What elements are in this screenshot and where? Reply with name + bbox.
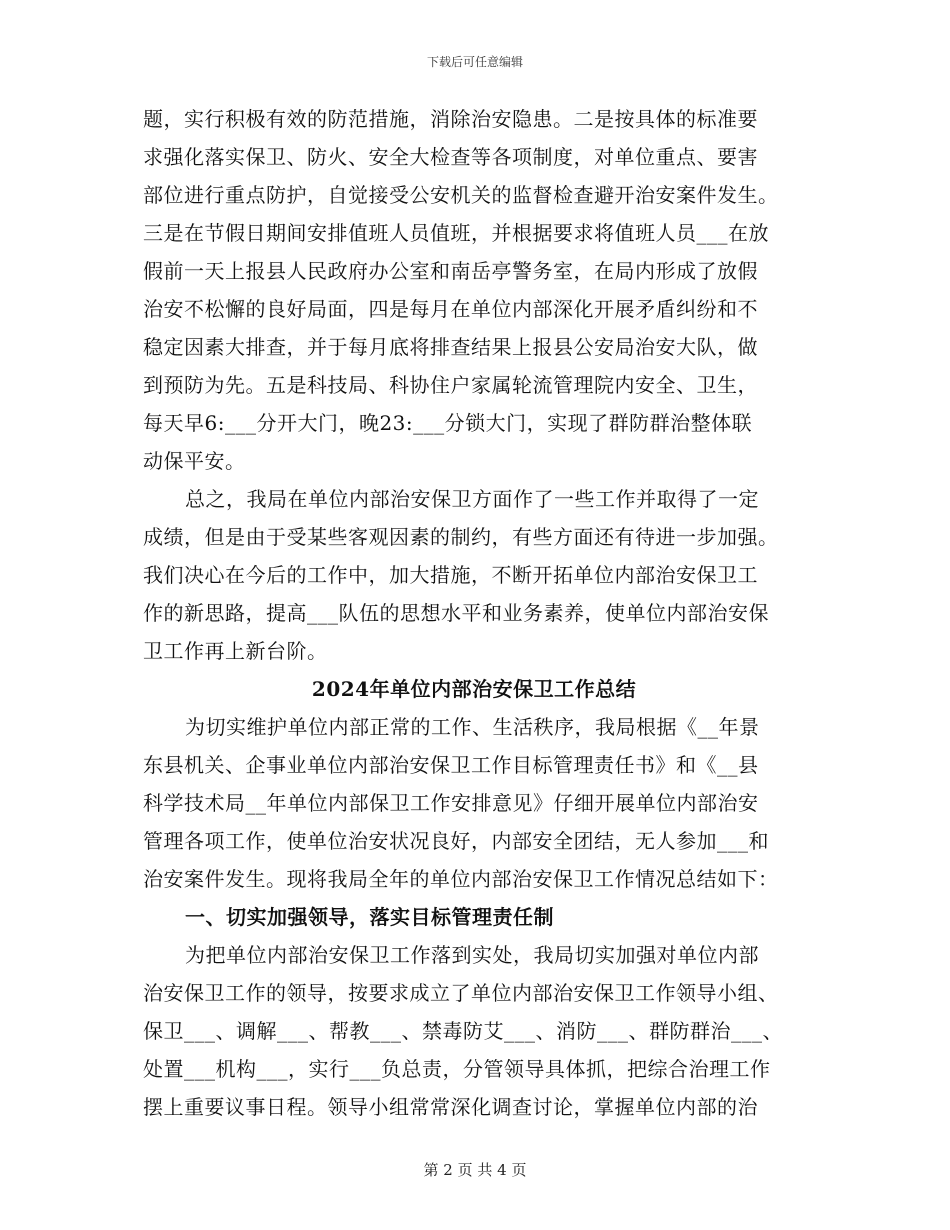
body-line: 作的新思路，提高___队伍的思想水平和业务素养，使单位内部治安保 [143,601,769,625]
body-line: 摆上重要议事日程。领导小组常常深化调查讨论，掌握单位内部的治 [143,1095,758,1119]
paragraph-start-line: 为把单位内部治安保卫工作落到实处，我局切实加强对单位内部 [185,943,759,967]
paragraph-start-line: 为切实维护单位内部正常的工作、生活秩序，我局根据《__年景 [185,715,760,739]
body-line: 到预防为先。五是科技局、科协住户家属轮流管理院内安全、卫生， [143,373,758,397]
body-line: 假前一天上报县人民政府办公室和南岳亭警务室，在局内形成了放假 [143,259,758,283]
page-number-footer: 第 2 页 共 4 页 [423,1161,527,1179]
page-header: 下载后可任意编辑 [426,55,523,69]
body-line: 每天早6:___分开大门，晚23:___分锁大门，实现了群防群治整体联 [143,411,753,435]
body-line: 保卫___、调解___、帮教___、禁毒防艾___、消防___、群防群治___、 [143,1019,783,1043]
body-line: 东县机关、企事业单位内部治安保卫工作目标管理责任书》和《__县 [143,753,759,777]
body-line: 题，实行积极有效的防范措施，消除治安隐患。二是按具体的标准要 [143,107,758,131]
body-line: 处置___机构___，实行___负总责，分管领导具体抓，把综合治理工作 [143,1057,771,1081]
body-line: 治安保卫工作的领导，按要求成立了单位内部治安保卫工作领导小组、 [143,981,779,1005]
body-line: 成绩，但是由于受某些客观因素的制约，有些方面还有待进一步加强。 [143,525,779,549]
body-line: 稳定因素大排查，并于每月底将排查结果上报县公安局治安大队，做 [143,335,758,359]
body-line: 卫工作再上新台阶。 [143,639,328,663]
paragraph-start-line: 总之，我局在单位内部治安保卫方面作了一些工作并取得了一定 [185,487,759,511]
body-line: 动保平安。 [143,449,246,473]
body-line: 治安不松懈的良好局面，四是每月在单位内部深化开展矛盾纠纷和不 [143,297,758,321]
section-title: 2024年单位内部治安保卫工作总结 [311,677,637,701]
body-line: 部位进行重点防护，自觉接受公安机关的监督检查避开治安案件发生。 [143,183,779,207]
body-line: 管理各项工作，使单位治安状况良好，内部安全团结，无人参加___和 [143,829,769,853]
subsection-heading: 一、切实加强领导，落实目标管理责任制 [185,905,554,929]
body-line: 科学技术局__年单位内部保卫工作安排意见》仔细开展单位内部治安 [143,791,759,815]
body-line: 求强化落实保卫、防火、安全大检查等各项制度，对单位重点、要害 [143,145,758,169]
body-line: 治安案件发生。现将我局全年的单位内部治安保卫工作情况总结如下： [143,867,779,891]
body-line: 我们决心在今后的工作中，加大措施，不断开拓单位内部治安保卫工 [143,563,758,587]
document-body [143,100,805,1126]
body-line: 三是在节假日期间安排值班人员值班，并根据要求将值班人员___在放 [143,221,769,245]
